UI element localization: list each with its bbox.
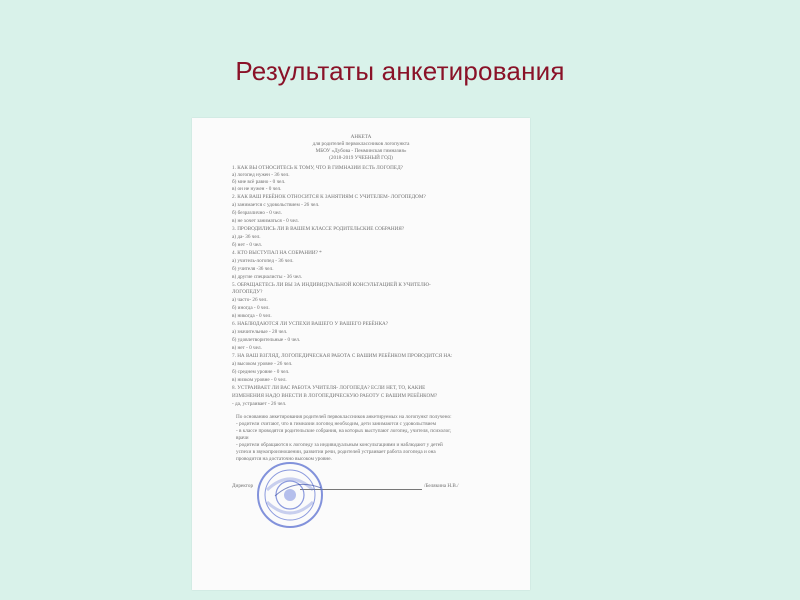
- director-label: Директор: [232, 483, 254, 489]
- doc-line: а) да- 36 чел.: [232, 234, 261, 240]
- doc-line: 8. УСТРАИВАЕТ ЛИ ВАС РАБОТА УЧИТЕЛЯ- ЛОГОПЕДА? ЕСЛИ НЕТ, ТО, КАКИЕ: [232, 385, 426, 391]
- doc-line: в) он не нужен - 0 чел.: [232, 186, 282, 192]
- doc-conclusion-line: врачи: [236, 435, 249, 441]
- doc-line: в) не хочет заниматься - 0 чел.: [232, 218, 299, 224]
- doc-conclusion-line: - в классе проводятся родительские собрания, на которых выступают логопед, учителя, психолог,: [236, 428, 452, 434]
- doc-line: 5. ОБРАЩАЕТЕСЬ ЛИ ВЫ ЗА ИНДИВИДУАЛЬНОЙ КОНСУЛЬТАЦИЕЙ К УЧИТЕЛЮ-: [232, 282, 431, 288]
- doc-line: б) учителя -36 чел.: [232, 266, 274, 272]
- doc-line: в) другие специалисты - 36 чел.: [232, 274, 303, 280]
- doc-line: ЛОГОПЕДУ?: [232, 289, 263, 295]
- doc-line: а) логопед нужен - 36 чел.: [232, 172, 290, 178]
- doc-line: а) часто- 26 чел.: [232, 297, 268, 303]
- doc-line: 4. КТО ВЫСТУПАЛ НА СОБРАНИИ? *: [232, 250, 322, 256]
- doc-conclusion-line: успехи в звукопроизношении, развитии речи, родителей устраивает работа логопеда и она: [236, 449, 436, 455]
- doc-line: а) высоком уровне - 26 чел.: [232, 361, 293, 367]
- questionnaire-document-image: [192, 118, 530, 590]
- doc-line: в) низком уровне - 0 чел.: [232, 377, 287, 383]
- doc-line: б) безразлично - 0 чел.: [232, 210, 282, 216]
- doc-line: б) удовлетворительные - 0 чел.: [232, 337, 301, 343]
- doc-line: 1. КАК ВЫ ОТНОСИТЕСЬ К ТОМУ, ЧТО В ГИМНАЗИИ ЕСТЬ ЛОГОПЕД?: [232, 165, 403, 171]
- doc-header-line: МБОУ «Дубова - Пемминская гимназия»: [315, 148, 407, 154]
- doc-conclusion-line: По основанию анкетирования родителей первоклассников анкетируемых на логопункт получено:: [236, 414, 452, 420]
- doc-line: 7. НА ВАШ ВЗГЛЯД, ЛОГОПЕДИЧЕСКАЯ РАБОТА С ВАШИМ РЕБЁНКОМ ПРОВОДИТСЯ НА:: [232, 353, 453, 359]
- doc-line: б) среднем уровне - 0 чел.: [232, 369, 290, 375]
- doc-line: б) мне всё равно - 0 чел.: [232, 179, 286, 185]
- doc-line: 3. ПРОВОДИЛИСЬ ЛИ В ВАШЕМ КЛАССЕ РОДИТЕЛЬСКИЕ СОБРАНИЯ?: [232, 226, 405, 232]
- doc-line: а) учитель-логопед - 36 чел.: [232, 258, 294, 264]
- doc-line: в) никогда - 0 чел.: [232, 313, 272, 319]
- doc-line: а) занимается с удовольствием - 26 чел.: [232, 202, 320, 208]
- doc-conclusion-line: проводится на достаточно высоком уровне.: [236, 456, 332, 462]
- doc-line: 6. НАБЛЮДАЮТСЯ ЛИ УСПЕХИ ВАШЕГО У ВАШЕГО РЕБЁНКА?: [232, 321, 389, 327]
- slide-title: Результаты анкетирования: [235, 56, 565, 86]
- official-stamp-icon: [255, 460, 325, 530]
- doc-line: 2. КАК ВАШ РЕБЁНОК ОТНОСИТСЯ К ЗАНЯТИЯМ С УЧИТЕЛЕМ- ЛОГОПЕДОМ?: [232, 194, 426, 200]
- doc-header-line: (2018-2019 УЧЕБНЫЙ ГОД): [329, 155, 393, 161]
- doc-line: ИЗМЕНЕНИЯ НАДО ВНЕСТИ В ЛОГОПЕДИЧЕСКУЮ РАБОТУ С ВАШИМ РЕБЁНКОМ?: [232, 393, 438, 399]
- doc-line: б) иногда - 0 чел.: [232, 305, 270, 311]
- doc-header-line: АНКЕТА: [350, 134, 372, 140]
- doc-line: в) нет - 0 чел.: [232, 345, 262, 351]
- doc-header-line: для родителей первоклассников логопункта: [312, 141, 410, 147]
- doc-line: а) значительные - 28 чел.: [232, 329, 288, 335]
- doc-line: б) нет - 0 чел.: [232, 242, 263, 248]
- doc-conclusion-line: - родители считают, что в гимназии логопед необходим, дети занимаются с удовольствием: [236, 421, 437, 427]
- director-name: /Белякина Н.В./: [424, 483, 459, 489]
- doc-conclusion-line: - родители обращаются к логопеду за индивидуальным консультациями и наблюдают у детей: [236, 442, 443, 448]
- doc-line: - да, устраивает - 26 чел.: [232, 401, 287, 407]
